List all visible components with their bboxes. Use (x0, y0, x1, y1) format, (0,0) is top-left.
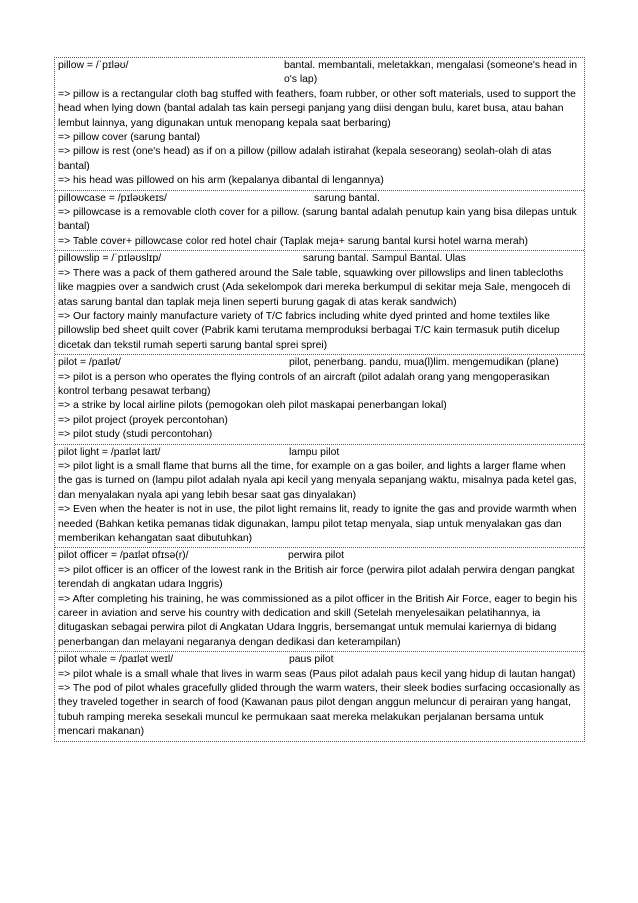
entry-pilot-light (55, 445, 584, 549)
entry-pilot (55, 355, 584, 444)
entry-pilot-whale (55, 652, 584, 740)
entry-line: => The pod of pilot whales gracefully glided through the warm waters, their sleek bodies surfacing occasionally as they traveled together in search of food (Kawanan paus pilot dengan anggun meluncur di perairan yang hangat, tubuh ramping mereka sesekali muncul ke permukaan saat mereka melakukan perjalanan bersama untuk mencari makanan) (58, 683, 580, 738)
entry-heading (58, 252, 581, 266)
entry-line: => Even when the heater is not in use, the pilot light remains lit, ready to ignite the gas and provide warmth when needed (Bahkan ketika pemanas tidak digunakan, lampu pilot tetap menyala, siap untuk menyalakan gas dan memberikan kehangatan saat dibutuhkan) (58, 504, 577, 544)
entry-meaning: bantal. membantali, meletakkan, mengalasi (someone's head in o's lap) (284, 60, 578, 86)
entry-pillowcase (55, 191, 584, 252)
entry-line: => pillow is a rectangular cloth bag stuffed with feathers, foam rubber, or other soft materials, used to support the head when lying down (bantal adalah tas kain persegi panjang yang diisi dengan bulu, karet busa, atau bahan lembut lainnya, yang digunakan untuk menopang kepala saat berbaring) (58, 88, 576, 129)
entry-meaning: sarung bantal. (314, 192, 380, 204)
entry-heading (58, 356, 581, 370)
entry-pillowslip (55, 251, 584, 355)
entry-heading (58, 549, 581, 563)
entry-line: => pilot study (studi percontohan) (58, 429, 213, 441)
vocabulary-sheet (54, 57, 585, 742)
entry-meaning: pilot, penerbang. pandu, mua(l)lim. mengemudikan (plane) (289, 357, 559, 369)
entry-heading (58, 59, 581, 88)
entry-line: => Table cover+ pillowcase color red hotel chair (Taplak meja+ sarung bantal kursi hotel warna merah) (58, 235, 528, 247)
entry-meaning: lampu pilot (289, 446, 340, 458)
entry-meaning: paus pilot (289, 654, 334, 666)
entry-pilot-officer (55, 548, 584, 652)
entry-line: => pilot project (proyek percontohan) (58, 414, 228, 426)
entry-line: => After completing his training, he was commissioned as a pilot officer in the British Air Force, eager to begin his career in aviation and serve his country with dedication and skill (Setelah menyelesaikan pelatihannya, ia ditugaskan sebagai perwira pilot di Angkatan Udara Inggris, bersemangat untuk memulai kariernya di bidang penerbangan dan melayani negaranya dengan dedikasi dan keterampilan) (58, 593, 578, 648)
entry-line: => pilot light is a small flame that burns all the time, for example on a gas boiler, and lights a larger flame when the gas is turned on (lampu pilot adalah nyala api kecil yang menyala sepanjang waktu, misalnya pada ketel gas, dan menyalakan nyala api yang lebih besar saat gas dinyalakan) (58, 460, 577, 501)
entry-line: => a strike by local airline pilots (pemogokan oleh pilot maskapai penerbangan lokal) (58, 400, 447, 412)
entry-heading (58, 192, 581, 206)
entry-line: => There was a pack of them gathered around the Sale table, squawking over pillowslips and linen tablecloths like magpies over a sandwich crust (Ada sekelompok dari mereka berkumpul di sekitar meja Sale, mengoceh di atas sarung bantal dan taplak meja linen seperti burung gagak di atas kerak sandwich) (58, 267, 571, 308)
entry-line: => pilot is a person who operates the flying controls of an aircraft (pilot adalah orang yang mengoperasikan kontrol terbang pesawat terbang) (58, 371, 550, 397)
entry-meaning: sarung bantal. Sampul Bantal. Ulas (303, 253, 466, 265)
entry-term: pillow = /ˈpɪləʊ/ (58, 60, 129, 71)
entry-line: => pilot officer is an officer of the lowest rank in the British air force (perwira pilot adalah perwira dengan pangkat terendah di angkatan udara Inggris) (58, 564, 575, 591)
entry-term: pilot whale = /paɪlət weɪl/ (58, 654, 174, 666)
entry-term: pilot light = /paɪlət laɪt/ (58, 446, 161, 458)
entry-line: => Our factory mainly manufacture variety of T/C fabrics including white dyed printed and home textiles like pillowslip bed sheet quilt cover (Pabrik kami terutama memproduksi berbagai T/C kain termasuk putih dicelup dicetak dan tekstil rumah seperti sarung bantal sprei sprei) (58, 310, 560, 351)
entry-line: => pillowcase is a removable cloth cover for a pillow. (sarung bantal adalah penutup kain yang bisa dilepas untuk bantal) (58, 207, 577, 233)
entry-line: => pillow cover (sarung bantal) (58, 132, 201, 144)
entry-line: => pillow is rest (one's head) as if on a pillow (pillow adalah istirahat (kepala seseorang) seolah-olah di atas bantal) (58, 146, 552, 172)
entry-term: pilot = /paɪlət/ (58, 357, 121, 369)
entry-pillow (55, 58, 584, 191)
entry-line: => pilot whale is a small whale that lives in warm seas (Paus pilot adalah paus kecil yang hidup di lautan hangat) (58, 668, 576, 680)
entry-heading (58, 446, 581, 460)
entry-term: pilot officer = /paɪlət ɒfɪsə(r)/ (58, 550, 189, 562)
entry-meaning: perwira pilot (288, 550, 345, 562)
entry-line: => his head was pillowed on his arm (kepalanya dibantal di lengannya) (58, 175, 384, 187)
entry-term: pillowcase = /pɪləʊkeɪs/ (58, 192, 167, 204)
entry-term: pillowslip = /ˈpɪləʊslɪp/ (58, 253, 162, 265)
entry-heading (58, 653, 581, 667)
